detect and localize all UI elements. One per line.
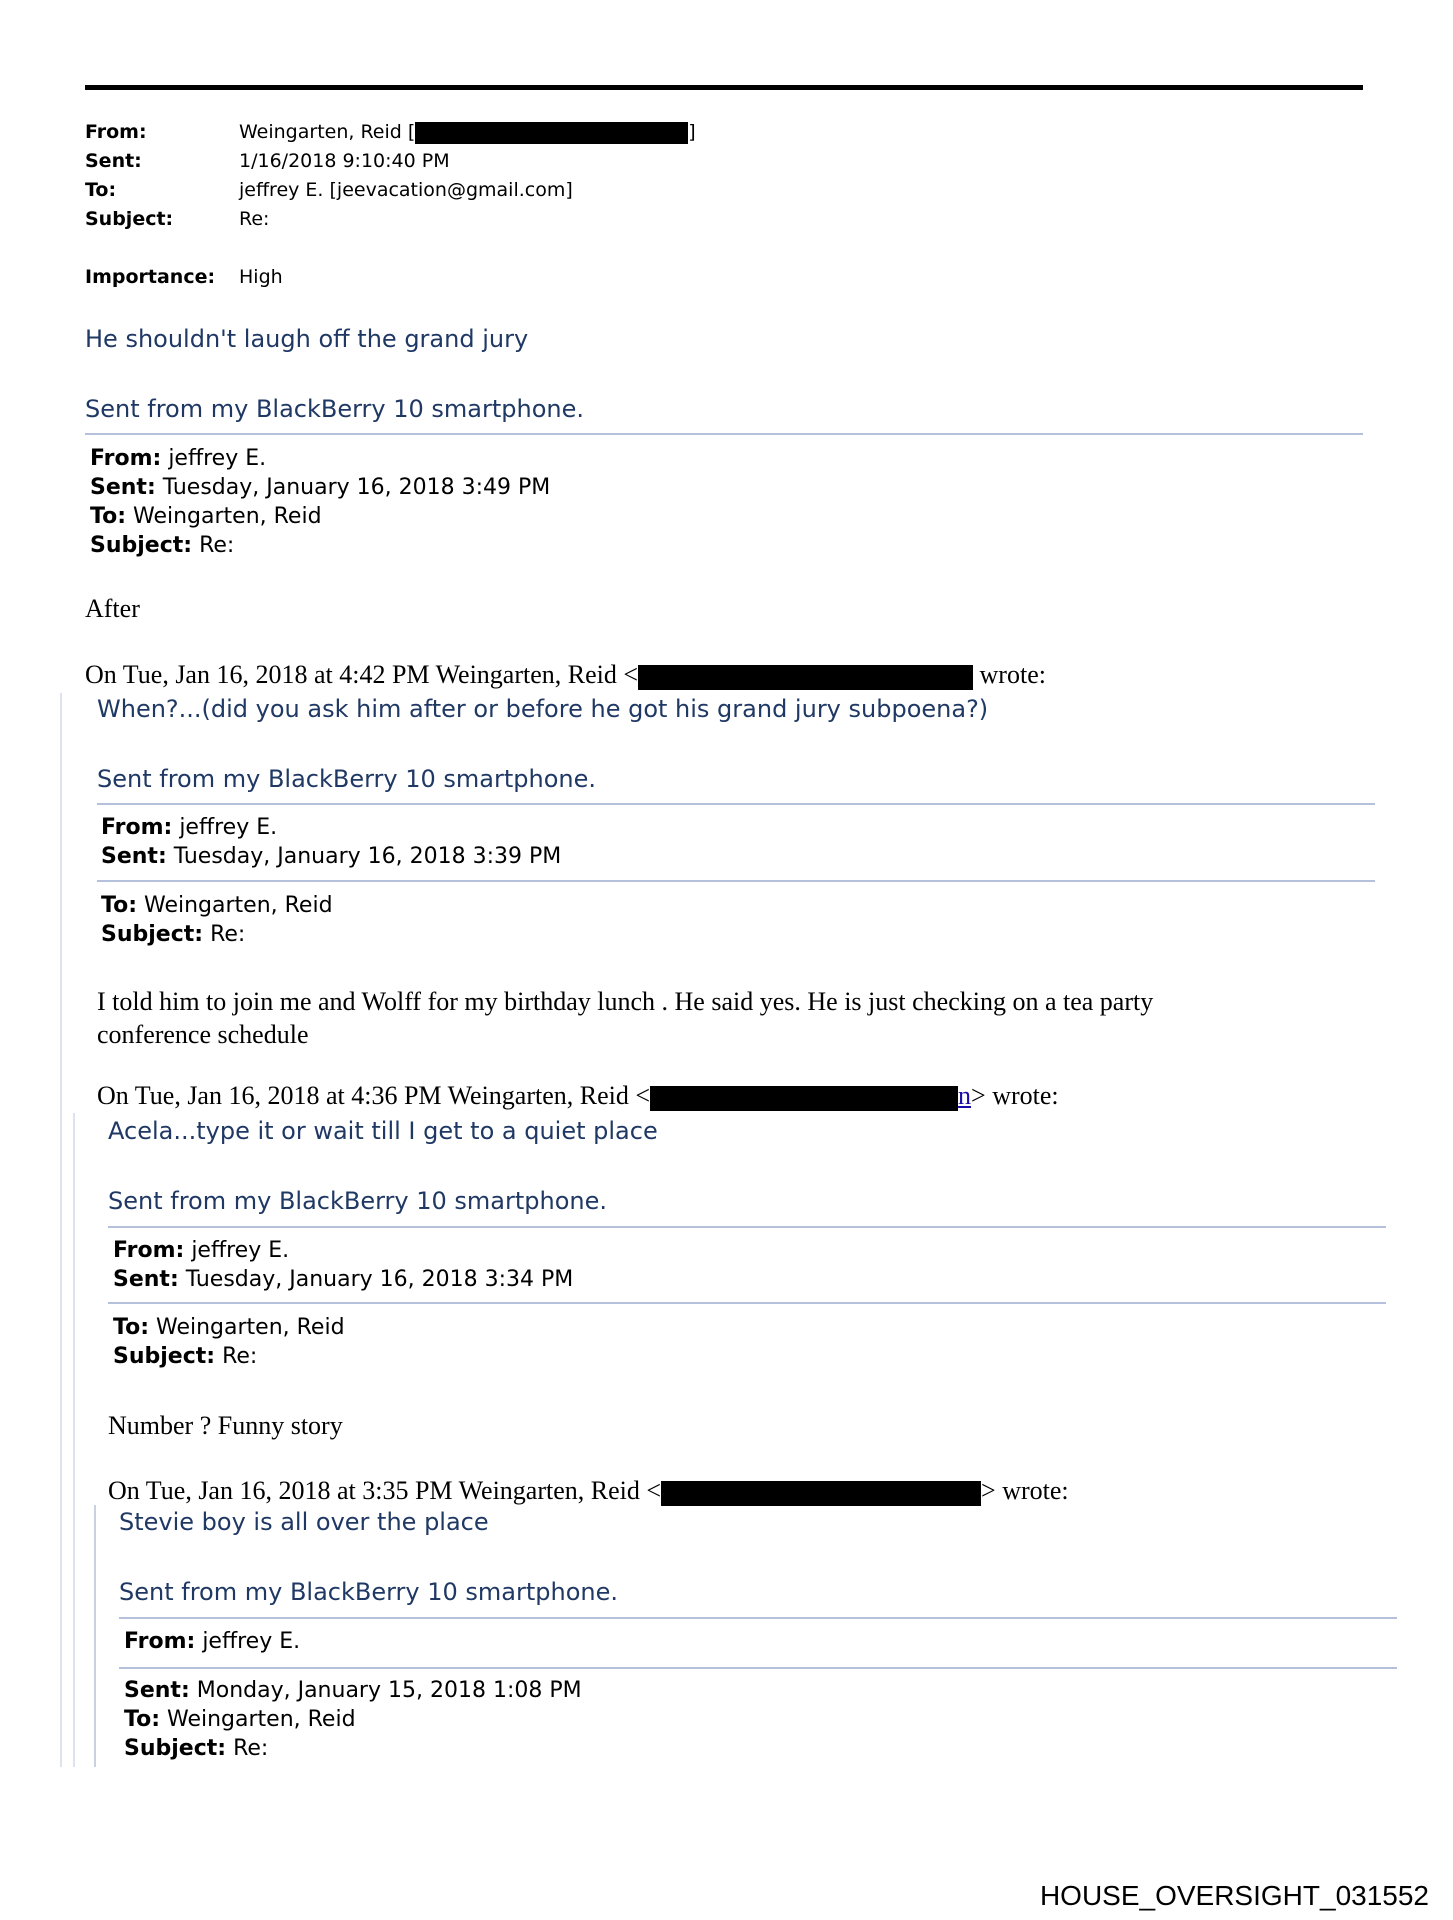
quoted-header: From: jeffrey E. Sent: Tuesday, January 16, 2018 3:49 PM To: Weingarten, Reid Subject: Re: [90,446,551,558]
message-body: Stevie boy is all over the place [119,1508,489,1536]
message-body: Number ? Funny story [108,1411,343,1440]
message-body: He shouldn't laugh off the grand jury [85,325,529,353]
redaction [638,665,973,690]
divider [119,1617,1397,1619]
sent-label: Sent: [85,150,142,172]
quoted-header: From: jeffrey E. [124,1629,301,1654]
quote-bar [73,1505,75,1767]
signature: Sent from my BlackBerry 10 smartphone. [97,765,597,793]
to-value: jeffrey E. [jeevacation@gmail.com] [239,179,573,201]
quoted-header: To: Weingarten, Reid Subject: Re: [101,893,333,947]
to-label: To: [85,179,117,201]
quote-bar [60,1113,62,1505]
quote-bar [73,1113,75,1505]
quote-bar [60,693,62,1113]
quote-bar [60,1505,62,1767]
subject-label: Subject: [85,208,174,230]
redaction [661,1481,981,1506]
signature: Sent from my BlackBerry 10 smartphone. [85,395,585,423]
quote-bar [94,1505,96,1767]
message-body: After [85,594,140,623]
quote-attribution: On Tue, Jan 16, 2018 at 4:36 PM Weingarten, Reid < n> wrote: [97,1081,1059,1110]
redaction [650,1086,958,1111]
subject-value: Re: [239,208,270,230]
divider [119,1667,1397,1669]
divider [108,1226,1386,1228]
redaction [415,122,688,144]
quoted-header: From: jeffrey E. Sent: Tuesday, January 16, 2018 3:39 PM [101,815,562,869]
signature: Sent from my BlackBerry 10 smartphone. [119,1578,619,1606]
top-rule [85,85,1363,90]
quote-attribution: On Tue, Jan 16, 2018 at 4:42 PM Weingarten, Reid < wrote: [85,660,1046,689]
divider [97,880,1375,882]
from-label: From: [85,121,147,143]
signature: Sent from my BlackBerry 10 smartphone. [108,1187,608,1215]
message-body: Acela...type it or wait till I get to a quiet place [108,1117,658,1145]
quoted-header: Sent: Monday, January 15, 2018 1:08 PM To: Weingarten, Reid Subject: Re: [124,1678,582,1761]
bates-number: HOUSE_OVERSIGHT_031552 [1039,1880,1429,1911]
divider [85,433,1363,435]
quoted-header: From: jeffrey E. Sent: Tuesday, January 16, 2018 3:34 PM [113,1238,574,1292]
quoted-header: To: Weingarten, Reid Subject: Re: [113,1315,345,1369]
importance-value: High [239,266,283,288]
importance-label: Importance: [85,266,216,288]
quote-attribution: On Tue, Jan 16, 2018 at 3:35 PM Weingarten, Reid < > wrote: [108,1476,1069,1505]
divider [97,803,1375,805]
from-value: Weingarten, Reid [ ] [239,121,696,143]
sent-value: 1/16/2018 9:10:40 PM [239,150,450,172]
message-body: When?...(did you ask him after or before he got his grand jury subpoena?) [97,695,989,723]
message-body: I told him to join me and Wolff for my birthday lunch . He said yes. He is just checking on a tea party conference schedule [97,987,1154,1049]
divider [108,1302,1386,1304]
